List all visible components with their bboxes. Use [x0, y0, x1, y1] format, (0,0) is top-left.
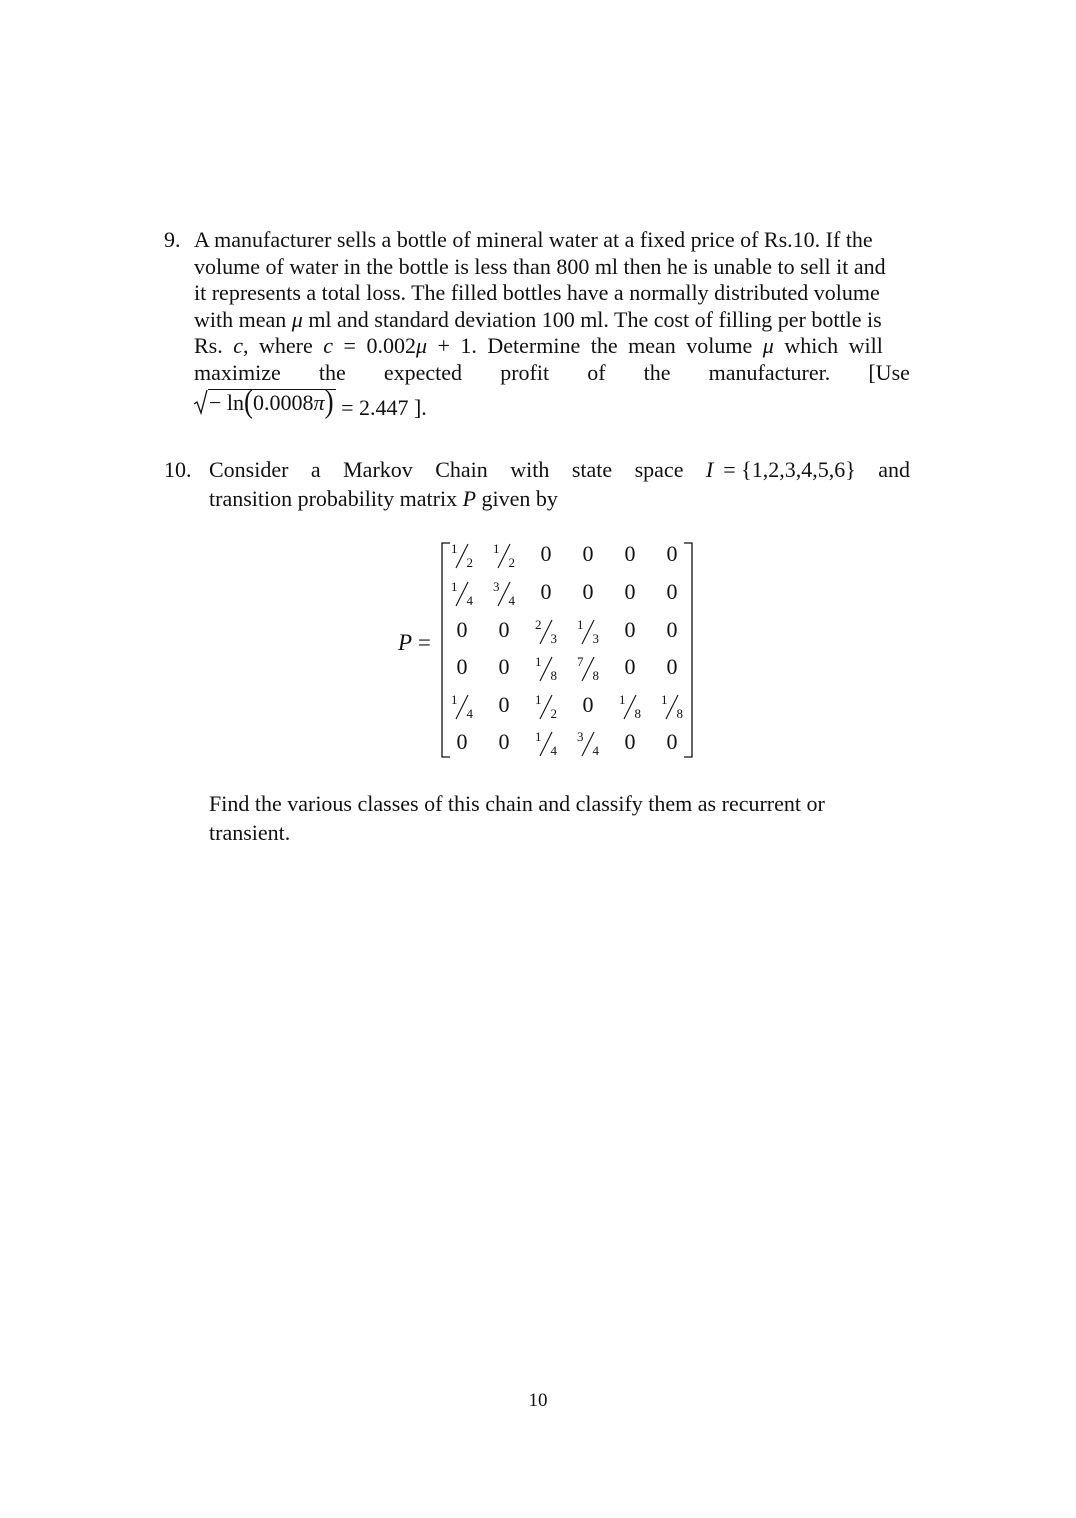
- fraction-numerator: 1: [619, 691, 626, 707]
- fraction-numerator: 2: [535, 616, 542, 632]
- fraction: [577, 655, 599, 683]
- fraction-denominator: 8: [634, 705, 641, 721]
- question-9-number: 9.: [164, 227, 181, 252]
- fraction: [535, 693, 557, 721]
- fraction-numerator: 1: [451, 540, 458, 556]
- q10-line-1-word: Chain: [435, 457, 488, 482]
- question-9-text: [194, 227, 910, 420]
- fraction: [577, 618, 599, 646]
- matrix-cell: [444, 538, 480, 570]
- matrix-cell: 0: [456, 654, 468, 679]
- q10-line-1-word: Consider: [209, 457, 289, 482]
- q9-line-6-word: [Use: [868, 359, 910, 385]
- matrix-cell: 0: [624, 617, 636, 642]
- matrix-label: P =: [398, 630, 431, 655]
- matrix-cell: 0: [540, 541, 552, 566]
- fraction: [493, 580, 515, 608]
- question-10-text: [209, 455, 910, 513]
- fraction-numerator: 1: [451, 691, 458, 707]
- fraction-numerator: 7: [577, 653, 584, 669]
- fraction-denominator: 4: [466, 592, 473, 608]
- fraction: [661, 693, 683, 721]
- fraction-numerator: 1: [661, 691, 668, 707]
- fraction: [535, 618, 557, 646]
- radical-sign-icon: [194, 389, 208, 415]
- matrix-cell: 0: [666, 579, 678, 604]
- matrix-cell: 0: [540, 579, 552, 604]
- q10-line-1-word: space: [634, 457, 684, 482]
- matrix-cell: [444, 689, 480, 721]
- q10-line-1-word: and: [878, 457, 910, 482]
- fraction-denominator: 8: [676, 705, 683, 721]
- q9-line-1: A manufacturer sells a bottle of mineral water at a fixed price of Rs.10. If the: [194, 227, 873, 252]
- matrix-cell: [612, 689, 648, 721]
- q9-line-6-word: manufacturer.: [708, 359, 831, 385]
- matrix-cell: 0: [498, 617, 510, 642]
- matrix-cell: 0: [624, 729, 636, 754]
- matrix-cell: 0: [624, 541, 636, 566]
- q9-line-4: with mean μ ml and standard deviation 100 ml. The cost of filling per bottle is: [194, 306, 882, 332]
- matrix-cell: 0: [582, 579, 594, 604]
- q10-line-1-word: with: [510, 457, 550, 482]
- matrix-cell: [528, 614, 564, 646]
- matrix-cell: [570, 726, 606, 758]
- fraction-numerator: 1: [493, 540, 500, 556]
- q9-line-6-word: expected: [383, 359, 463, 385]
- q9-line-5: Rs. c, where c = 0.002μ + 1. Determine the mean volume μ which will: [194, 333, 883, 358]
- matrix-cell: 0: [498, 654, 510, 679]
- q10-line-1-word: Markov: [343, 457, 413, 482]
- square-root: − ln(0.0008π): [194, 389, 336, 415]
- q10-line-1-word: a: [310, 457, 321, 482]
- fraction-denominator: 2: [508, 554, 515, 570]
- matrix-cell: [570, 651, 606, 683]
- q9-line-2: volume of water in the bottle is less than 800 ml then he is unable to sell it and: [194, 253, 886, 279]
- fraction-denominator: 2: [550, 705, 557, 721]
- q9-line-6-word: of: [587, 359, 606, 385]
- matrix-cell: [654, 689, 690, 721]
- page-number: 10: [528, 1390, 548, 1411]
- matrix-cell: 0: [498, 692, 510, 717]
- matrix-cell: [528, 689, 564, 721]
- q9-line-6-word: profit: [500, 359, 550, 385]
- matrix-cell: 0: [582, 541, 594, 566]
- fraction-denominator: 8: [592, 667, 599, 683]
- question-10-number: 10.: [164, 457, 192, 482]
- q9-line-6-word: the: [643, 359, 671, 385]
- fraction-denominator: 3: [550, 630, 557, 646]
- fraction-denominator: 4: [550, 742, 557, 758]
- fraction: [451, 542, 473, 570]
- fraction-denominator: 3: [592, 630, 599, 646]
- matrix-cell: 0: [456, 729, 468, 754]
- transition-matrix: [398, 538, 698, 760]
- matrix-cell: 0: [666, 654, 678, 679]
- fraction-denominator: 2: [466, 554, 473, 570]
- matrix-cell: [486, 538, 522, 570]
- fraction-denominator: 8: [550, 667, 557, 683]
- fraction-denominator: 4: [592, 742, 599, 758]
- matrix-cell: [570, 614, 606, 646]
- fraction-denominator: 4: [466, 705, 473, 721]
- matrix-cell: 0: [624, 579, 636, 604]
- fraction-numerator: 1: [451, 578, 458, 594]
- q10-line-1: [209, 455, 910, 484]
- q9-line-6-word: maximize: [194, 359, 281, 385]
- fraction: [619, 693, 641, 721]
- fraction: [493, 542, 515, 570]
- q9-line-6: [194, 360, 910, 387]
- q10-line-1-word: state: [571, 457, 613, 482]
- fraction-numerator: 1: [577, 616, 584, 632]
- matrix-cell: [444, 576, 480, 608]
- fraction-numerator: 3: [577, 728, 584, 744]
- matrix-cell: 0: [456, 617, 468, 642]
- matrix-cell: [528, 726, 564, 758]
- matrix-cell: 0: [582, 692, 594, 717]
- q10-line-2: transition probability matrix P given by: [209, 486, 558, 511]
- matrix-cell: 0: [498, 729, 510, 754]
- fraction: [451, 693, 473, 721]
- matrix-cell: 0: [624, 654, 636, 679]
- fraction-numerator: 1: [535, 728, 542, 744]
- fraction-numerator: 1: [535, 691, 542, 707]
- fraction: [577, 730, 599, 758]
- fraction-numerator: 3: [493, 578, 500, 594]
- q9-hint-formula: − ln(0.0008π) = 2.447 ].: [194, 389, 910, 416]
- fraction: [451, 580, 473, 608]
- matrix-cell: [486, 576, 522, 608]
- q9-line-6-word: the: [318, 359, 346, 385]
- fraction: [535, 730, 557, 758]
- fraction-denominator: 4: [508, 592, 515, 608]
- question-10-closing: Find the various classes of this chain and classify them as recurrent or transient.: [209, 791, 825, 845]
- state-space-set: I = {1,2,3,4,5,6}: [705, 457, 856, 482]
- matrix-cell: [528, 651, 564, 683]
- matrix-cell: 0: [666, 729, 678, 754]
- q9-line-3: it represents a total loss. The filled bottles have a normally distributed volume: [194, 280, 880, 305]
- matrix-cell: 0: [666, 541, 678, 566]
- fraction: [535, 655, 557, 683]
- fraction-numerator: 1: [535, 653, 542, 669]
- matrix-cell: 0: [666, 617, 678, 642]
